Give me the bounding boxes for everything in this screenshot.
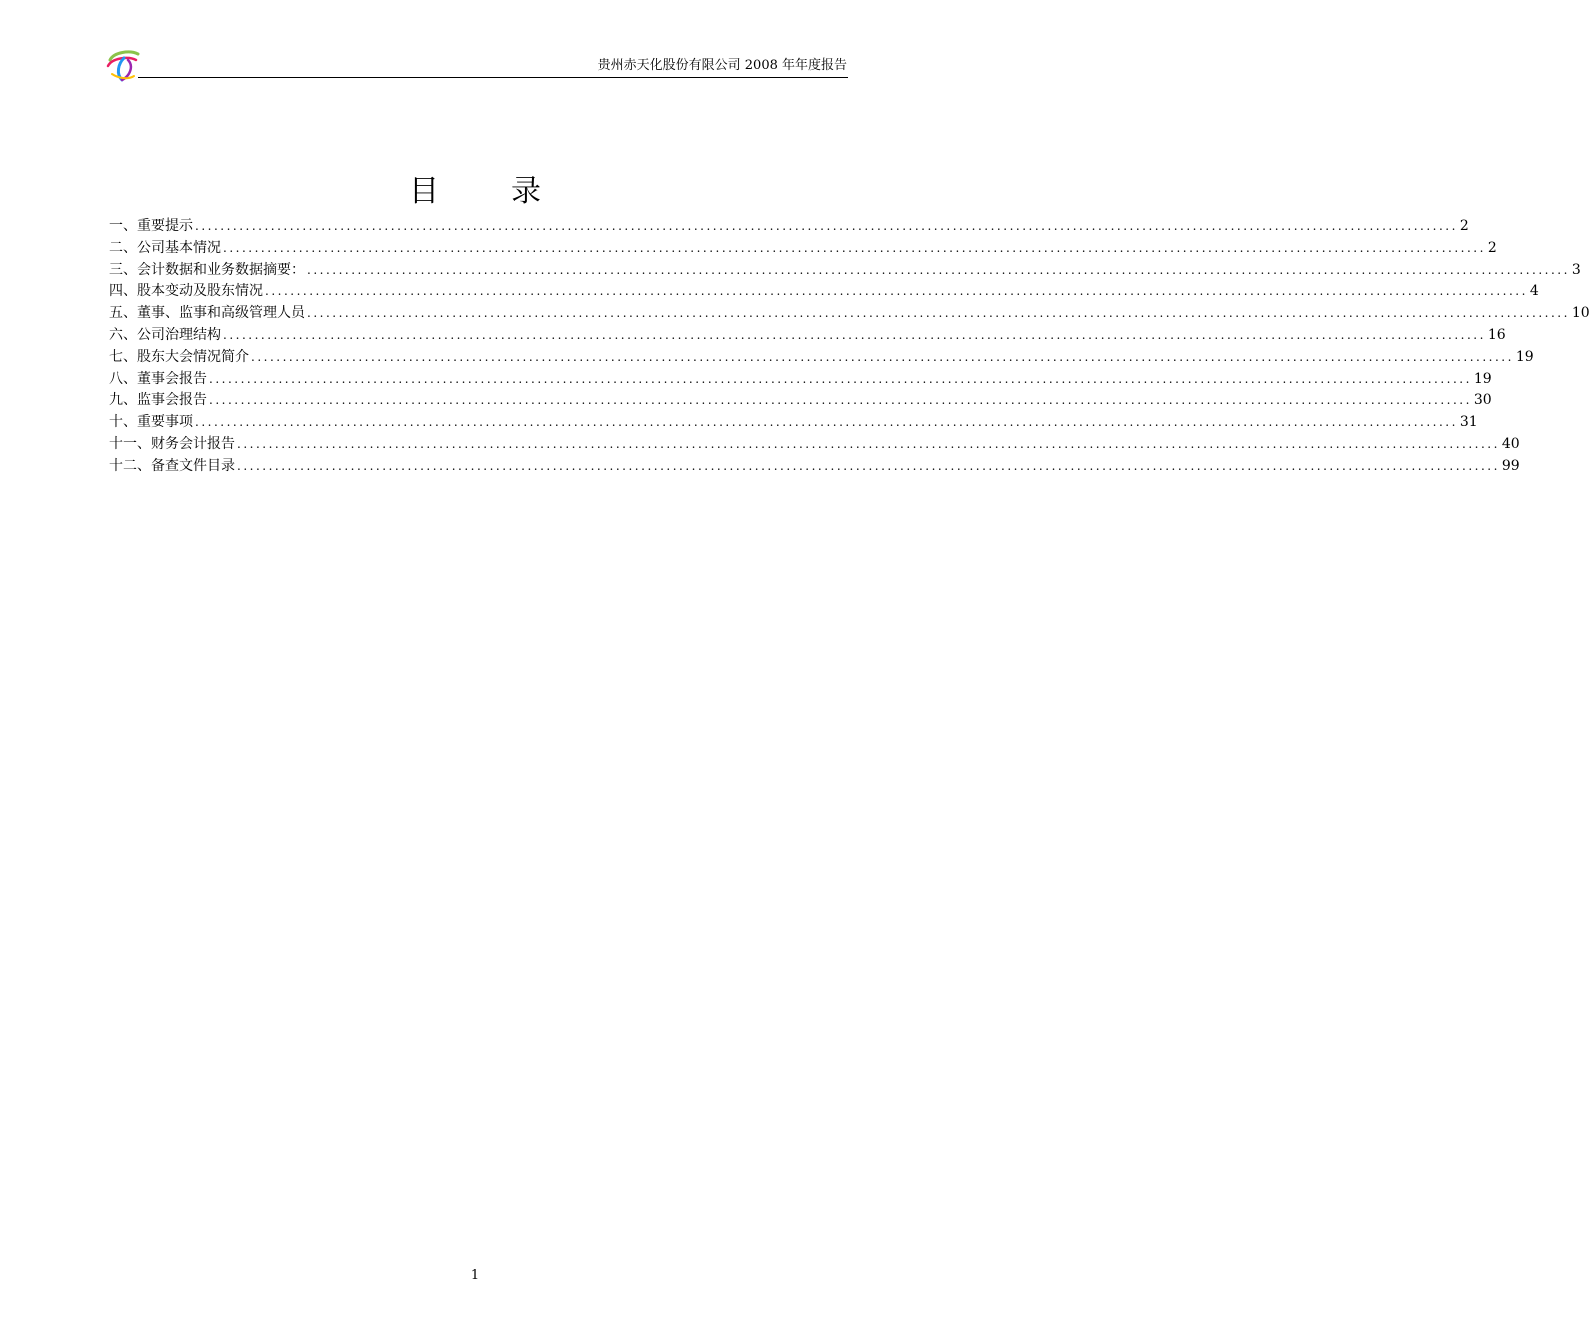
- toc-entry[interactable]: [109, 347, 1534, 369]
- toc-entry[interactable]: [109, 369, 1492, 391]
- toc-entry-page: 31: [1459, 414, 1478, 431]
- company-logo-icon: [104, 46, 144, 86]
- toc-entry-page: 2: [1487, 239, 1497, 256]
- toc-entry-label: 三、会计数据和业务数据摘要：: [109, 261, 305, 278]
- toc-entry-page: 40: [1501, 435, 1520, 452]
- toc-entry-page: 99: [1501, 457, 1520, 474]
- toc-entry-page: 3: [1571, 261, 1581, 278]
- toc-entry[interactable]: [109, 412, 1478, 434]
- toc-entry-label: 十一、财务会计报告: [109, 435, 235, 452]
- toc-entry-label: 八、董事会报告: [109, 370, 207, 387]
- toc-leader-dots: ........................................................................................................................................................................................................: [237, 458, 1500, 473]
- toc-entry-label: 四、股本变动及股东情况: [109, 283, 263, 300]
- toc-entry[interactable]: [109, 456, 1520, 478]
- toc-entry-label: 二、公司基本情况: [109, 239, 221, 256]
- toc-entry[interactable]: [109, 260, 1581, 282]
- toc-entry-page: 16: [1487, 326, 1506, 343]
- toc-entry-label: 九、监事会报告: [109, 392, 207, 409]
- toc-entry[interactable]: [109, 434, 1520, 456]
- toc-entry-label: 六、公司治理结构: [109, 326, 221, 343]
- toc-entry-page: 19: [1473, 370, 1492, 387]
- toc-leader-dots: ........................................................................................................................................................................................................: [223, 240, 1486, 255]
- toc-entry[interactable]: [109, 281, 1539, 303]
- toc-entry-label: 一、重要提示: [109, 218, 193, 234]
- toc-entry[interactable]: [109, 303, 1590, 325]
- toc-entry[interactable]: [109, 238, 1497, 260]
- toc-leader-dots: ........................................................................................................................................................................................................: [195, 219, 1458, 233]
- toc-entry-page: 10: [1571, 305, 1590, 322]
- toc-leader-dots: ........................................................................................................................................................................................................: [307, 306, 1570, 321]
- toc-entry-page: 2: [1459, 218, 1469, 234]
- toc-entry[interactable]: [109, 325, 1506, 347]
- toc-leader-dots: ........................................................................................................................................................................................................: [209, 393, 1472, 408]
- toc-leader-dots: ........................................................................................................................................................................................................: [209, 371, 1472, 386]
- toc-entry-label: 十二、备查文件目录: [109, 457, 235, 474]
- toc-entry-label: 五、董事、监事和高级管理人员: [109, 305, 305, 322]
- toc-entry-page: 4: [1529, 283, 1539, 300]
- toc-leader-dots: ........................................................................................................................................................................................................: [237, 436, 1500, 451]
- toc-title: 目录: [409, 174, 613, 209]
- header-divider: [138, 77, 848, 78]
- toc-list: [109, 216, 1590, 478]
- page-number: 1: [470, 1268, 480, 1283]
- toc-leader-dots: ........................................................................................................................................................................................................: [251, 349, 1514, 364]
- toc-leader-dots: ........................................................................................................................................................................................................: [265, 284, 1528, 299]
- toc-entry[interactable]: [109, 390, 1492, 412]
- header-title: 贵州赤天化股份有限公司 2008 年年度报告: [597, 58, 847, 73]
- toc-leader-dots: ........................................................................................................................................................................................................: [307, 262, 1570, 277]
- toc-entry-page: 19: [1515, 348, 1534, 365]
- toc-entry-label: 七、股东大会情况简介: [109, 348, 249, 365]
- toc-leader-dots: ........................................................................................................................................................................................................: [223, 327, 1486, 342]
- toc-entry[interactable]: [109, 216, 1469, 238]
- toc-entry-label: 十、重要事项: [109, 414, 193, 431]
- toc-entry-page: 30: [1473, 392, 1492, 409]
- toc-leader-dots: ........................................................................................................................................................................................................: [195, 415, 1458, 430]
